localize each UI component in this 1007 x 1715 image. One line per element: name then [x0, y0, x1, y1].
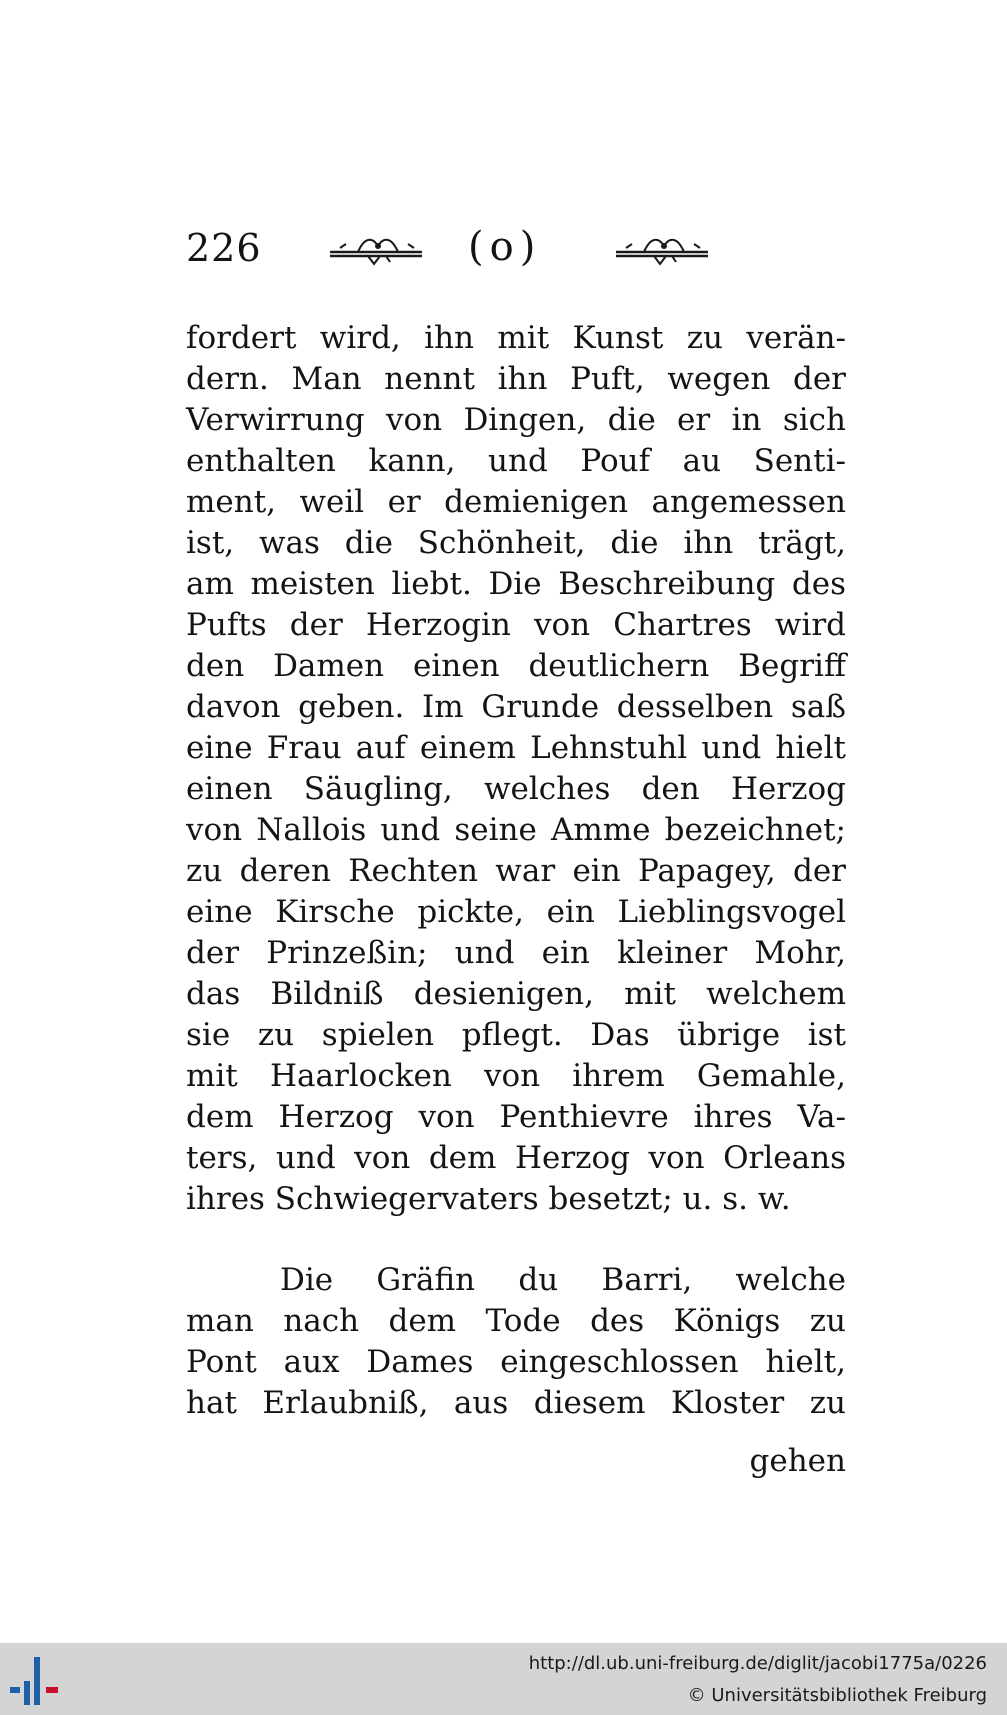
text-line: hat Erlaubniß, aus diesem Kloster zu: [186, 1385, 846, 1421]
text-line: von Nallois und seine Amme bezeichnet;: [186, 812, 846, 848]
copyright-notice: © Universitätsbibliothek Freiburg: [687, 1685, 987, 1706]
text-line: eine Kirsche pickte, ein Lieblingsvogel: [186, 894, 846, 930]
text-line: ihres Schwiegervaters besetzt; u. s. w.: [186, 1181, 791, 1217]
text-line: mit Haarlocken von ihrem Gemahle,: [186, 1058, 846, 1094]
signature-mark: (o): [468, 224, 542, 270]
text-line: zu deren Rechten war ein Papagey, der: [186, 853, 846, 889]
text-line: man nach dem Tode des Königs zu: [186, 1303, 846, 1339]
printer-ornament-left-icon: [328, 232, 424, 266]
catchword: gehen: [749, 1443, 846, 1479]
text-line: enthalten kann, und Pouf au Senti-: [186, 443, 846, 479]
text-line: davon geben. Im Grunde desselben saß: [186, 689, 846, 725]
paragraph-2: [186, 1260, 846, 1424]
body-text: [186, 318, 846, 1424]
text-line: ters, und von dem Herzog von Orleans: [186, 1140, 846, 1176]
library-footer: [0, 1643, 1007, 1715]
printer-ornament-right-icon: [614, 232, 710, 266]
page-number: 226: [186, 226, 262, 270]
text-line: eine Frau auf einem Lehnstuhl und hielt: [186, 730, 846, 766]
text-line: dern. Man nennt ihn Puft, wegen der: [186, 361, 846, 397]
text-line: Die Gräfin du Barri, welche: [280, 1262, 846, 1298]
text-line: fordert wird, ihn mit Kunst zu verän-: [186, 320, 846, 356]
text-line: sie zu spielen pflegt. Das übrige ist: [186, 1017, 846, 1053]
text-line: der Prinzeßin; und ein kleiner Mohr,: [186, 935, 846, 971]
text-line: ist, was die Schönheit, die ihn trägt,: [186, 525, 846, 561]
paragraph-gap: [186, 1220, 846, 1260]
text-line: Verwirrung von Dingen, die er in sich: [186, 402, 846, 438]
text-line: Pont aux Dames eingeschlossen hielt,: [186, 1344, 846, 1380]
text-line: den Damen einen deutlichern Begriff: [186, 648, 846, 684]
ub-freiburg-logo-icon: [4, 1651, 64, 1711]
text-line: das Bildniß desienigen, mit welchem: [186, 976, 846, 1012]
text-line: ment, weil er demienigen angemessen: [186, 484, 846, 520]
text-line: einen Säugling, welches den Herzog: [186, 771, 846, 807]
text-line: dem Herzog von Penthievre ihres Va-: [186, 1099, 846, 1135]
permalink-url[interactable]: http://dl.ub.uni-freiburg.de/diglit/jacobi1775a/0226: [528, 1653, 987, 1674]
paragraph-1: [186, 318, 846, 1220]
page-header: [186, 218, 846, 278]
text-line: Pufts der Herzogin von Chartres wird: [186, 607, 846, 643]
text-line: am meisten liebt. Die Beschreibung des: [186, 566, 846, 602]
